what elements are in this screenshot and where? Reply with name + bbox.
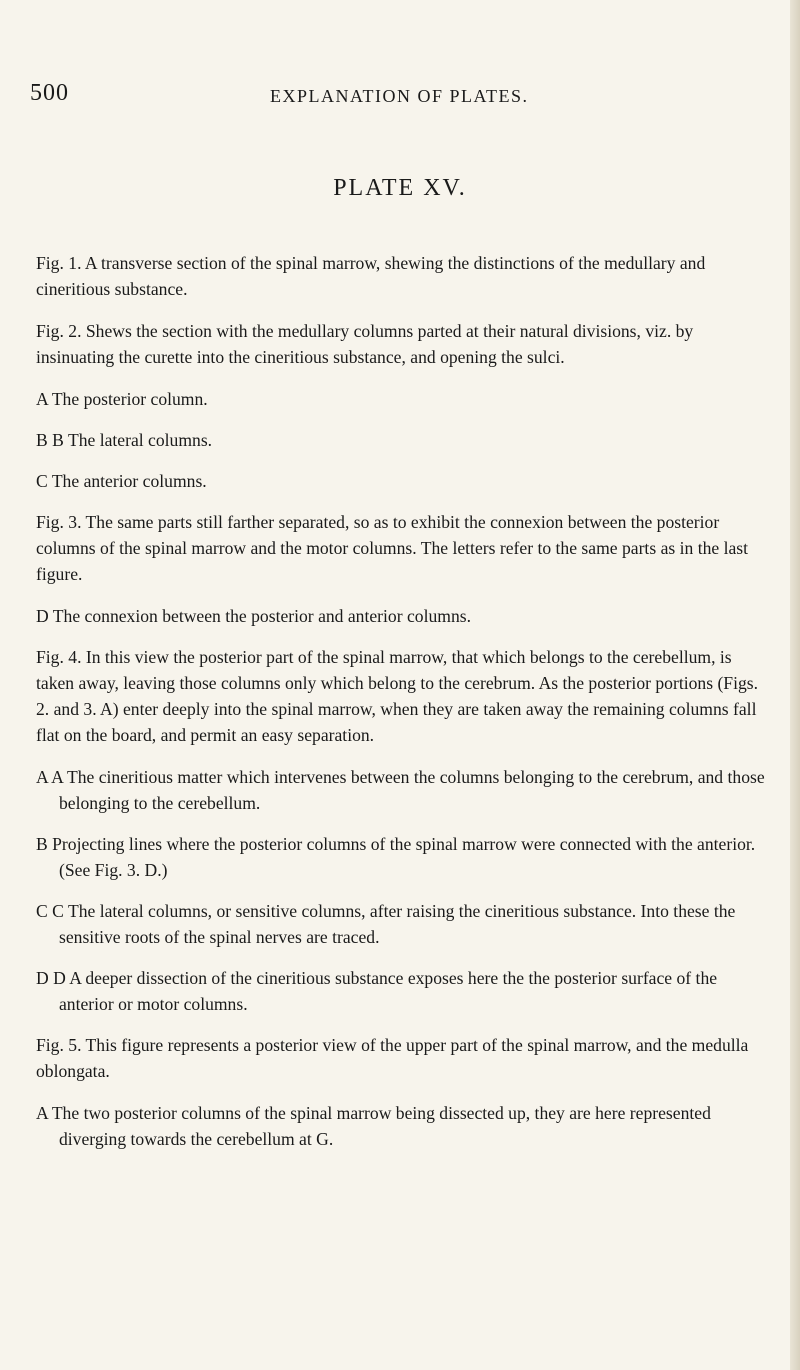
- figure-2-key-bb: B B The lateral columns.: [36, 430, 213, 450]
- running-head: EXPLANATION OF PLATES.: [270, 86, 529, 106]
- figure-3-key-d: D The connexion between the posterior and anterior columns.: [36, 606, 471, 626]
- figure-3-caption: Fig. 3. The same parts still farther separated, so as to exhibit the connexion between the posterior columns of the spinal marrow and the motor columns. The letters refer to the same parts as in the last figure.: [36, 512, 749, 584]
- figure-5-caption: Fig. 5. This figure represents a posterior view of the upper part of the spinal marrow, and the medulla oblongata.: [36, 1035, 749, 1081]
- page-edge-shadow: [790, 0, 800, 1370]
- figure-5-key-a: A The two posterior columns of the spinal marrow being dissected up, they are here represented diverging towards the cerebellum at G.: [36, 1103, 711, 1149]
- figure-2-key-a: A The posterior column.: [36, 389, 208, 409]
- figure-2-key-c: C The anterior columns.: [36, 471, 207, 491]
- figure-4-key-dd: D D A deeper dissection of the cineritious substance exposes here the the posterior surface of the anterior or motor columns.: [36, 968, 718, 1014]
- plate-explanation: [36, 250, 766, 1162]
- figure-4-caption: Fig. 4. In this view the posterior part of the spinal marrow, that which belongs to the cerebellum, is taken away, leaving those columns only which belong to the cerebrum. As the posterior portions (Figs. 2. and 3. A) enter deeply into the spinal marrow, when they are taken away the remaining columns fall flat on the board, and permit an easy separation.: [36, 647, 759, 745]
- page-number: 500: [30, 80, 69, 106]
- figure-1-caption: Fig. 1. A transverse section of the spinal marrow, shewing the distinctions of the medullary and cineritious substance.: [36, 253, 706, 299]
- figure-2-caption: Fig. 2. Shews the section with the medullary columns parted at their natural divisions, viz. by insinuating the curette into the cineritious substance, and opening the sulci.: [36, 321, 694, 367]
- figure-4-key-aa: A A The cineritious matter which intervenes between the columns belonging to the cerebrum, and those belonging to the cerebellum.: [36, 767, 765, 813]
- figure-4-key-cc: C C The lateral columns, or sensitive columns, after raising the cineritious substance. Into these the sensitive roots of the spinal nerves are traced.: [36, 901, 736, 947]
- figure-4-key-b: B Projecting lines where the posterior columns of the spinal marrow were connected with the anterior. (See Fig. 3. D.): [36, 834, 756, 880]
- plate-title: PLATE XV.: [333, 175, 467, 201]
